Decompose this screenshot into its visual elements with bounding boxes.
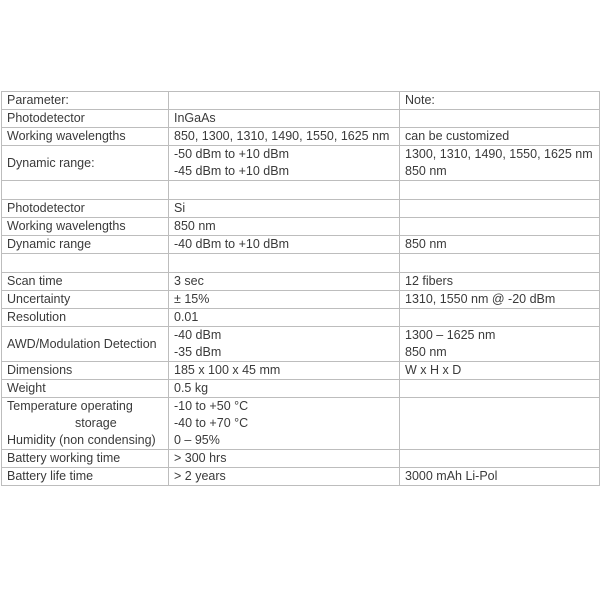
param-value	[169, 146, 400, 181]
param-value: -40 dBm to +10 dBm	[169, 236, 400, 254]
temperature-storage-label: storage	[75, 416, 117, 430]
param-value: 3 sec	[169, 273, 400, 291]
table-row	[2, 236, 600, 254]
value-line: -40 dBm	[174, 328, 222, 342]
param-label: Dynamic range	[2, 236, 169, 254]
param-note	[400, 380, 600, 398]
param-note	[400, 327, 600, 362]
humidity-label: Humidity (non condensing)	[7, 433, 156, 447]
temperature-operating-label: operating	[80, 399, 133, 413]
param-value: 185 x 100 x 45 mm	[169, 362, 400, 380]
table-row	[2, 468, 600, 486]
note-line: 850 nm	[405, 164, 447, 178]
header-note: Note:	[400, 92, 600, 110]
table-row	[2, 291, 600, 309]
spacer-row	[2, 254, 600, 273]
param-label: Battery life time	[2, 468, 169, 486]
param-label: Scan time	[2, 273, 169, 291]
param-label: Working wavelengths	[2, 128, 169, 146]
table-row	[2, 362, 600, 380]
param-value	[169, 327, 400, 362]
param-note	[400, 218, 600, 236]
table-row	[2, 110, 600, 128]
param-note: can be customized	[400, 128, 600, 146]
table-row	[2, 218, 600, 236]
value-line: -10 to +50 °C	[174, 399, 249, 413]
humidity-value: 0 – 95%	[174, 433, 220, 447]
param-value: 0.01	[169, 309, 400, 327]
param-label: Battery working time	[2, 450, 169, 468]
param-note: 850 nm	[400, 236, 600, 254]
value-line: -45 dBm to +10 dBm	[174, 164, 289, 178]
temperature-label: Temperature	[7, 399, 78, 413]
value-line: -40 to +70 °C	[174, 416, 249, 430]
spacer-row	[2, 181, 600, 200]
param-label: Dimensions	[2, 362, 169, 380]
param-note: 1310, 1550 nm @ -20 dBm	[400, 291, 600, 309]
param-value: ± 15%	[169, 291, 400, 309]
param-value: 0.5 kg	[169, 380, 400, 398]
value-line: -50 dBm to +10 dBm	[174, 147, 289, 161]
param-note: W x H x D	[400, 362, 600, 380]
spec-table	[1, 91, 600, 486]
param-value: 850, 1300, 1310, 1490, 1550, 1625 nm	[169, 128, 400, 146]
param-value	[169, 398, 400, 450]
param-note	[400, 398, 600, 450]
param-value: 850 nm	[169, 218, 400, 236]
param-label: Uncertainty	[2, 291, 169, 309]
header-value	[169, 92, 400, 110]
table-row	[2, 398, 600, 450]
note-line: 1300 – 1625 nm	[405, 328, 496, 342]
note-line: 850 nm	[405, 345, 447, 359]
table-row	[2, 327, 600, 362]
param-label: Dynamic range:	[2, 146, 169, 181]
table-row	[2, 146, 600, 181]
param-label: Weight	[2, 380, 169, 398]
table-row	[2, 200, 600, 218]
table-row	[2, 450, 600, 468]
param-note	[400, 450, 600, 468]
param-label: Working wavelengths	[2, 218, 169, 236]
param-note	[400, 146, 600, 181]
table-row	[2, 128, 600, 146]
value-line: -35 dBm	[174, 345, 222, 359]
param-label: Photodetector	[2, 200, 169, 218]
table-row-header	[2, 92, 600, 110]
header-parameter: Parameter:	[2, 92, 169, 110]
param-label: Resolution	[2, 309, 169, 327]
param-note	[400, 200, 600, 218]
param-note: 12 fibers	[400, 273, 600, 291]
param-label: Photodetector	[2, 110, 169, 128]
param-note: 3000 mAh Li-Pol	[400, 468, 600, 486]
table-row	[2, 380, 600, 398]
param-note	[400, 110, 600, 128]
table-row	[2, 309, 600, 327]
note-line: 1300, 1310, 1490, 1550, 1625 nm	[405, 147, 593, 161]
table-row	[2, 273, 600, 291]
param-label	[2, 398, 169, 450]
param-value: > 300 hrs	[169, 450, 400, 468]
param-value: Si	[169, 200, 400, 218]
param-value: InGaAs	[169, 110, 400, 128]
param-note	[400, 309, 600, 327]
param-label: AWD/Modulation Detection	[2, 327, 169, 362]
param-value: > 2 years	[169, 468, 400, 486]
